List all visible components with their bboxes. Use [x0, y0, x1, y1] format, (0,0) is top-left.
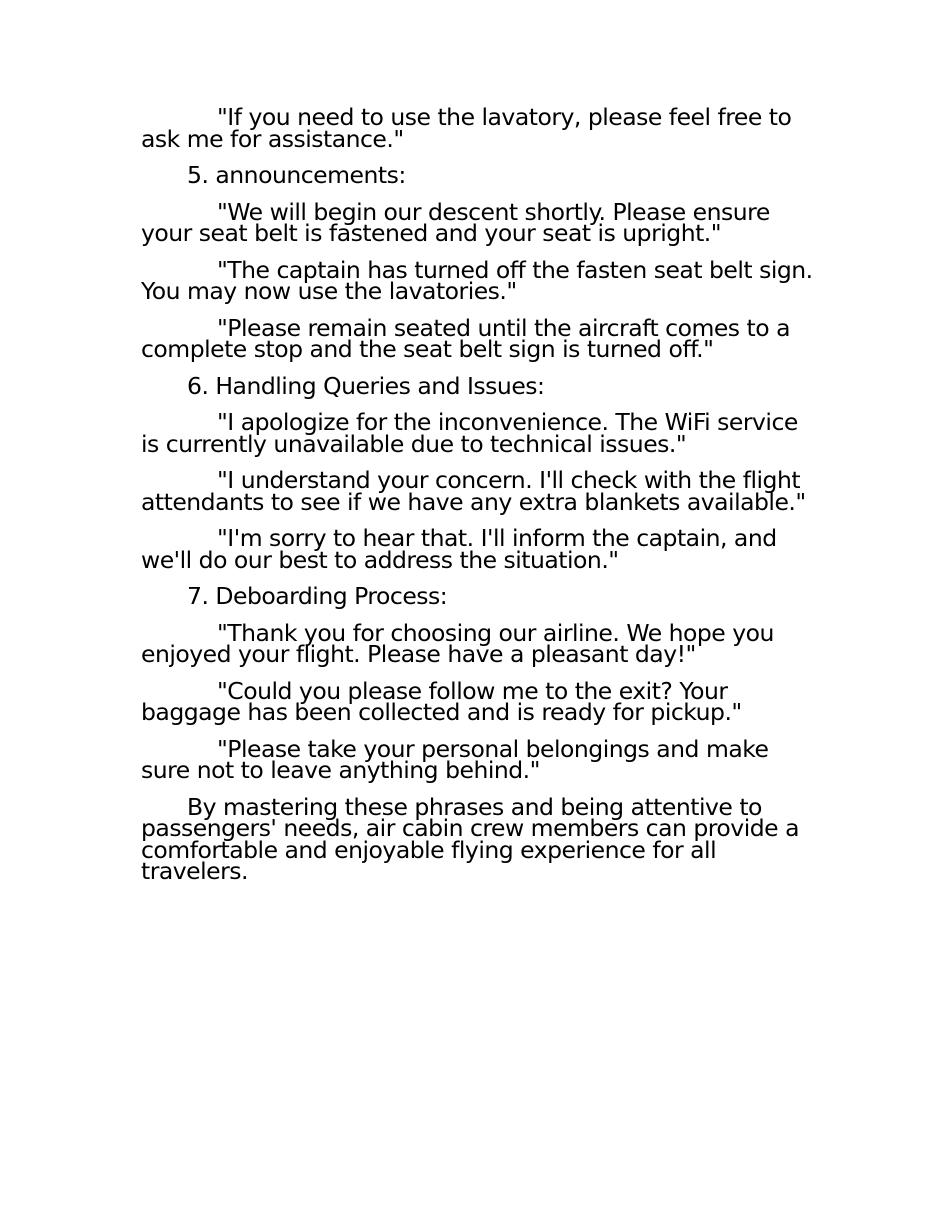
section-heading-announcements: 5. announcements: — [187, 161, 406, 189]
quote-blankets: "I understand your concern. I'll check with the flight attendants to see if we have any extra blankets available." — [141, 466, 806, 516]
quote-belongings: "Please take your personal belongings and make sure not to leave anything behind." — [141, 734, 769, 784]
quote-remain-seated: "Please remain seated until the aircraft comes to a complete stop and the seat belt sign is turned off." — [141, 313, 790, 363]
quote-thank-you: "Thank you for choosing our airline. We hope you enjoyed your flight. Please have a pleasant day!" — [141, 618, 774, 668]
quote-lavatory-assistance: "If you need to use the lavatory, please feel free to ask me for assistance." — [141, 103, 792, 153]
quote-seat-belt-off: "The captain has turned off the fasten seat belt sign. You may now use the lavatories." — [141, 255, 813, 305]
section-heading-queries: 6. Handling Queries and Issues: — [187, 371, 545, 400]
quote-follow-exit: "Could you please follow me to the exit? Your baggage has been collected and is ready for pickup." — [141, 676, 742, 726]
quote-descent: "We will begin our descent shortly. Please ensure your seat belt is fastened and your seat is upright." — [141, 197, 770, 247]
quote-inform-captain: "I'm sorry to hear that. I'll inform the captain, and we'll do our best to address the situation." — [141, 524, 777, 574]
quote-wifi-apology: "I apologize for the inconvenience. The WiFi service is currently unavailable due to technical issues." — [141, 408, 798, 458]
closing-paragraph: By mastering these phrases and being attentive to passengers' needs, air cabin crew members can provide a comfortable and enjoyable flying experience for all travelers. — [141, 792, 799, 885]
section-heading-deboarding: 7. Deboarding Process: — [187, 582, 448, 610]
document-page — [141, 103, 813, 898]
